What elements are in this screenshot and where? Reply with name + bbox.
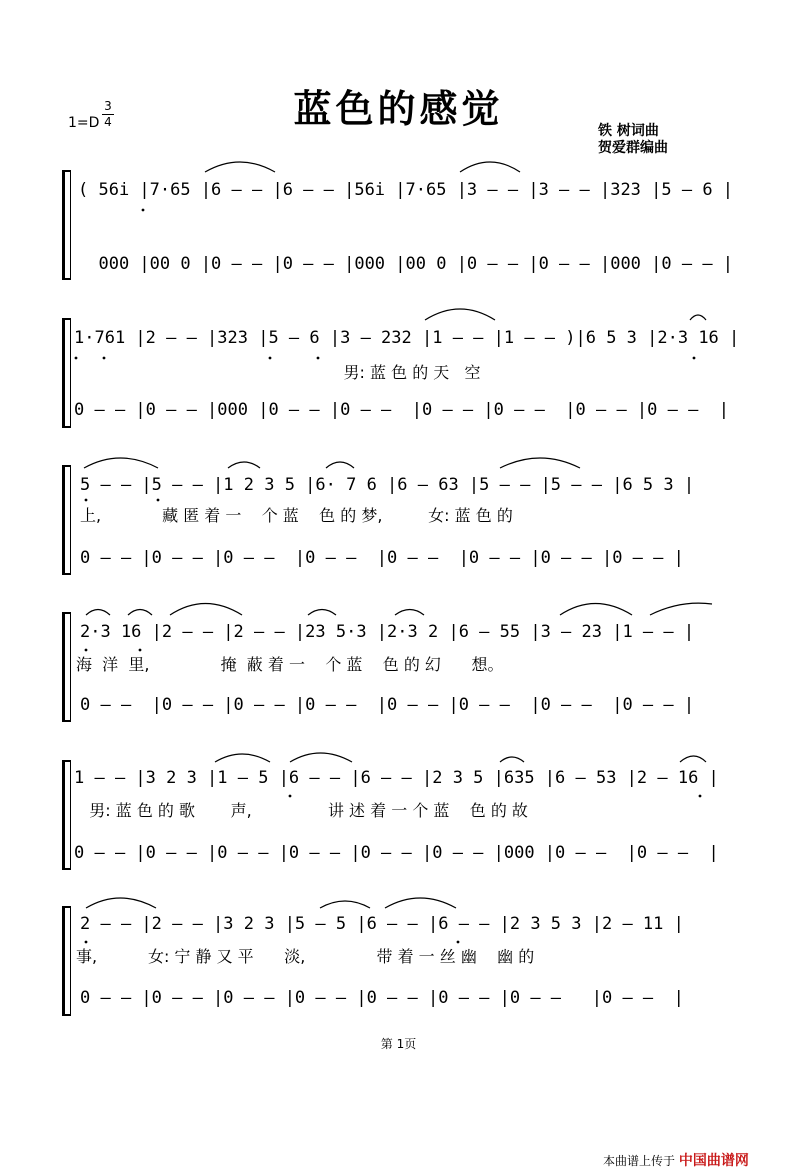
meter-top: 3 — [104, 99, 112, 113]
system-brace — [62, 318, 65, 428]
upper-staff: ( 56i |7·65 |6 – – |6 – – |56i |7·65 |3 – – |3 – – |323 |5 – 6 | — [78, 180, 734, 200]
time-signature — [102, 100, 114, 129]
lyrics-line: 上, 藏 匿 着 一 个 蓝 色 的 梦, 女: 蓝 色 的 — [80, 506, 513, 525]
system-brace — [62, 906, 65, 1016]
site-logo: 中国曲谱网 — [678, 1153, 749, 1169]
lyrics-line: 海 洋 里, 掩 蔽 着 一 个 蓝 色 的 幻 想。 — [76, 655, 504, 674]
lyrics-line: 男: 蓝 色 的 天 空 — [74, 363, 481, 382]
meter-bottom: 4 — [104, 115, 112, 129]
upper-staff: 5 – – |5 – – |1 2 3 5 |6· 7 6 |6 – 63 |5 – – |5 – – |6 5 3 | — [80, 475, 695, 495]
footer-text: 本曲谱上传于 — [603, 1154, 676, 1168]
footer-credit — [603, 1150, 749, 1170]
key-signature: 1=D — [68, 115, 100, 131]
page-number: 第 1页 — [380, 1037, 417, 1051]
lower-staff: 0 – – |0 – – |0 – – |0 – – |0 – – |0 – – |000 |0 – – |0 – – | — [74, 843, 719, 863]
upper-staff: 1 – – |3 2 3 |1 – 5 |6 – – |6 – – |2 3 5 |635 |6 – 53 |2 – 16 | — [74, 768, 719, 788]
lyricist-credit: 铁 树词曲 — [598, 123, 659, 139]
system-brace — [62, 465, 65, 575]
lower-staff: 0 – – |0 – – |0 – – |0 – – |0 – – |0 – – |0 – – |0 – – | — [80, 988, 684, 1008]
upper-staff: 2 – – |2 – – |3 2 3 |5 – 5 |6 – – |6 – – |2 3 5 3 |2 – 11 | — [80, 914, 684, 934]
system-brace — [62, 612, 65, 722]
arranger-credit: 贺爱群编曲 — [598, 140, 668, 156]
system-brace — [62, 760, 65, 870]
lower-staff: 0 – – |0 – – |000 |0 – – |0 – – |0 – – |0 – – |0 – – |0 – – | — [74, 400, 730, 420]
upper-staff: 1·761 |2 – – |323 |5 – 6 |3 – 232 |1 – – |1 – – )|6 5 3 |2·3 16 | — [74, 328, 740, 348]
lower-staff: 000 |00 0 |0 – – |0 – – |000 |00 0 |0 – – |0 – – |000 |0 – – | — [78, 254, 734, 274]
lower-staff: 0 – – |0 – – |0 – – |0 – – |0 – – |0 – – |0 – – |0 – – | — [80, 548, 684, 568]
lower-staff: 0 – – |0 – – |0 – – |0 – – |0 – – |0 – – |0 – – |0 – – | — [80, 695, 695, 715]
system-brace — [62, 170, 65, 280]
lyrics-line: 事, 女: 宁 静 又 平 淡, 带 着 一 丝 幽 幽 的 — [76, 947, 535, 966]
credits — [598, 123, 668, 157]
upper-staff: 2·3 16 |2 – – |2 – – |23 5·3 |2·3 2 |6 – 55 |3 – 23 |1 – – | — [80, 622, 695, 642]
song-title: 蓝色的感觉 — [293, 86, 504, 131]
lyrics-line: 男: 蓝 色 的 歌 声, 讲 述 着 一 个 蓝 色 的 故 — [74, 801, 528, 820]
